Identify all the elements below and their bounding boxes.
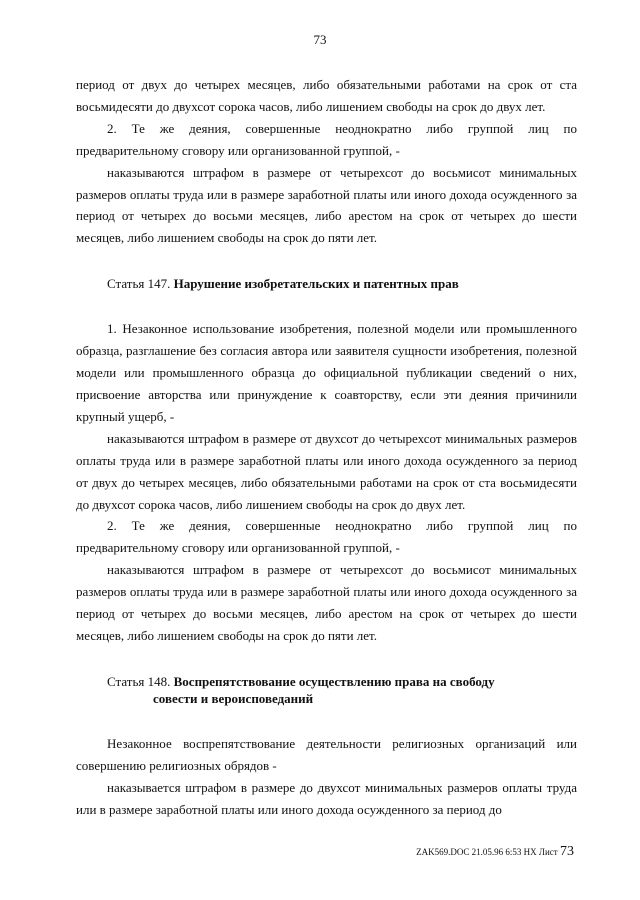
art147-part1-paragraph: 1. Незаконное использование изобретения, полезной модели или промышленного образца, разглашение без согласия автора или заявителя сущности изобретения, полезной модели или промышленного образца до официальной публикации сведений о них, присвоение авторства или принуждение к соавторству, если эти деяния причинили крупный ущерб, - bbox=[76, 321, 577, 424]
footer-initials: НХ bbox=[523, 847, 537, 857]
footer-datetime: 21.05.96 6:53 bbox=[471, 847, 522, 857]
article-148-number: Статья 148. bbox=[107, 673, 171, 689]
article-147-title: Нарушение изобретательских и патентных прав bbox=[173, 276, 459, 292]
art146-part2-sanction: наказываются штрафом в размере от четырехсот до восьмисот минимальных размеров оплаты труда или в размере заработной платы или иного дохода осужденного за период от четырех до восьми месяцев, либо арестом на срок от четырех до шести месяцев, либо лишением свободы на срок до пяти лет. bbox=[76, 164, 577, 246]
footer-sheet-label: Лист bbox=[538, 847, 558, 857]
art148-paragraph: Незаконное воспрепятствование деятельности религиозных организаций или совершению религиозных обрядов - bbox=[76, 735, 577, 773]
art147-part2-paragraph: 2. Те же деяния, совершенные неоднократно либо группой лиц по предварительному сговору или организованной группой, - bbox=[76, 518, 577, 556]
article-148-title-line1: Воспрепятствование осуществлению права на свободу bbox=[173, 673, 495, 689]
article-147-heading bbox=[76, 275, 577, 292]
article-148-heading bbox=[76, 673, 577, 707]
footer-sheet-number: 73 bbox=[560, 844, 574, 859]
art146-part2-paragraph: 2. Те же деяния, совершенные неоднократно либо группой лиц по предварительному сговору или организованной группой, - bbox=[76, 120, 577, 158]
footer-file: ZAK569.DOC bbox=[416, 847, 470, 857]
article-147-number: Статья 147. bbox=[107, 276, 171, 292]
art148-sanction: наказывается штрафом в размере до двухсот минимальных размеров оплаты труда или в размере заработной платы или иного дохода осужденного за период до bbox=[76, 779, 577, 817]
page-footer bbox=[416, 844, 574, 860]
continuation-paragraph: период от двух до четырех месяцев, либо обязательными работами на срок от ста восьмидесяти до двухсот сорока часов, либо лишением свободы на срок до двух лет. bbox=[76, 77, 577, 114]
document-body bbox=[76, 74, 577, 820]
art147-part1-sanction: наказываются штрафом в размере от двухсот до четырехсот минимальных размеров оплаты труда или в размере заработной платы или иного дохода осужденного за период от двух до четырех месяцев, либо обязательными работами на срок от ста восьмидесяти до двухсот сорока часов, либо лишением свободы на срок до двух лет. bbox=[76, 430, 577, 512]
page-number: 73 bbox=[313, 32, 327, 47]
article-148-title-line2: совести и вероисповеданий bbox=[153, 690, 314, 706]
art147-part2-sanction: наказываются штрафом в размере от четырехсот до восьмисот минимальных размеров оплаты труда или в размере заработной платы или иного дохода осужденного за период от четырех до восьми месяцев, либо арестом на срок от четырех до шести месяцев, либо лишением свободы на срок до пяти лет. bbox=[76, 562, 577, 643]
